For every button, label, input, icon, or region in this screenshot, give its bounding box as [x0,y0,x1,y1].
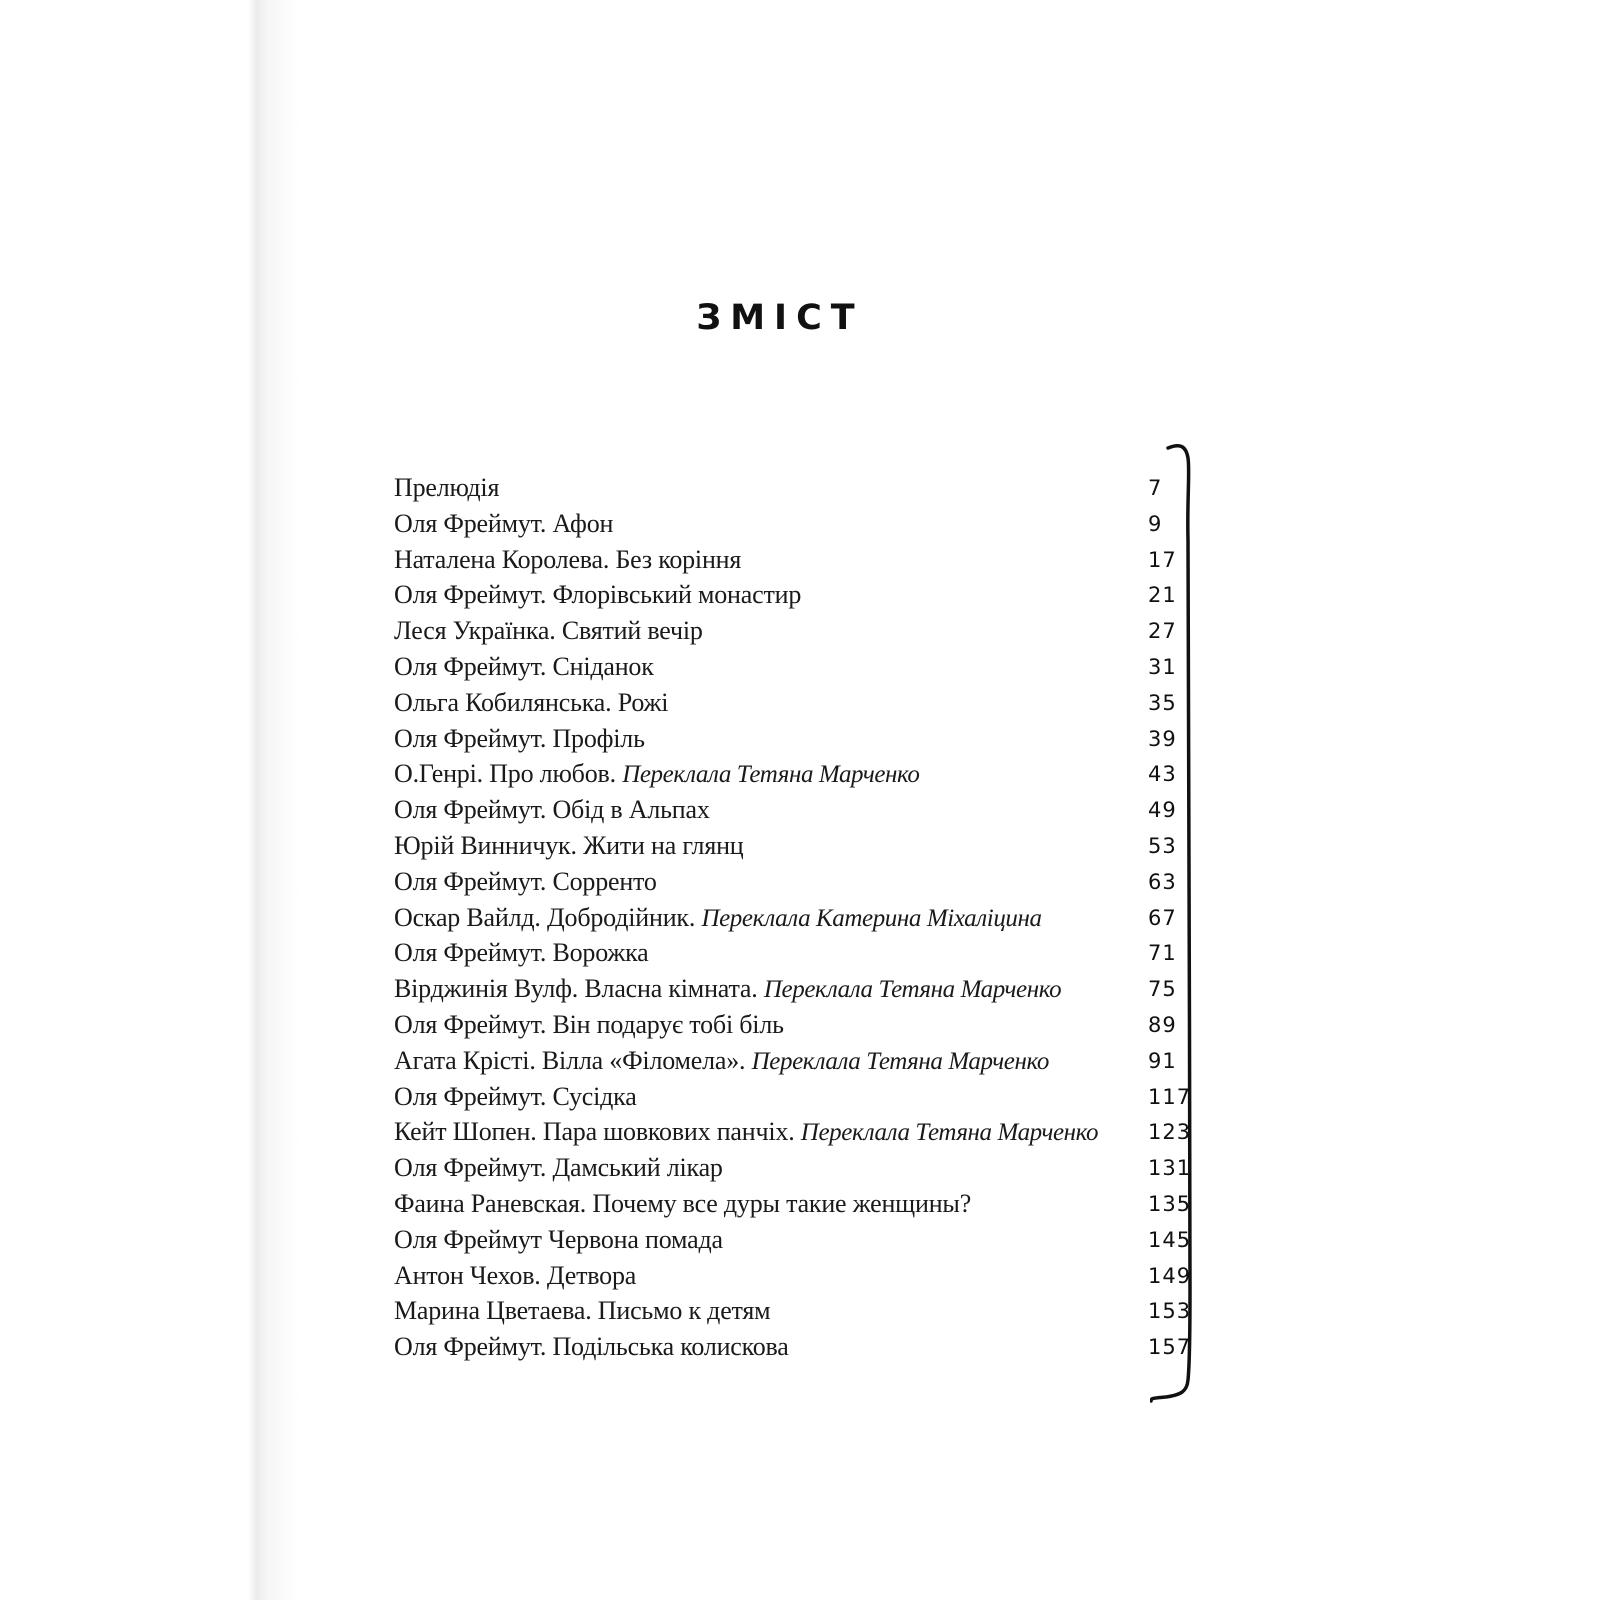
toc-entry-page-number: 157 [1148,1335,1192,1360]
toc-entry [394,721,1204,757]
toc-entry-title: Наталена Королева. Без коріння [394,544,742,574]
toc-entry-page-number: 43 [1148,762,1177,787]
toc-entry [394,649,1204,685]
toc-entry [394,1043,1204,1079]
toc-entry-title: Марина Цветаева. Письмо к детям [394,1296,771,1326]
toc-entry [394,1007,1204,1043]
toc-entry-page-number: 153 [1148,1299,1192,1324]
toc-entry [394,1150,1204,1186]
toc-entry [394,542,1204,578]
toc-entry-page-number: 31 [1148,654,1177,679]
toc-entry-title: Фаина Раневская. Почему все дуры такие женщины? [394,1188,972,1218]
toc-entry-title: Вірджинія Вулф. Власна кімната. [394,974,764,1004]
toc-entry-page-number: 7 [1148,476,1163,500]
toc-entry-translator: Переклала Катерина Міхаліцина [701,904,1042,932]
toc-entry [394,506,1204,542]
toc-entry-page-number: 149 [1148,1263,1192,1288]
toc-entry-page-number: 27 [1148,619,1177,644]
toc-entry-page-number: 75 [1148,977,1177,1002]
toc-entry [394,864,1204,900]
toc-entry [394,828,1204,864]
toc-entry-page-number: 123 [1148,1120,1192,1145]
toc-entry-title: Агата Крісті. Вілла «Філомела». [394,1045,752,1075]
table-of-contents [394,470,1204,1365]
toc-entry-page-number: 135 [1148,1191,1192,1216]
toc-entry-translator: Переклала Тетяна Марченко [800,1119,1099,1147]
toc-entry [394,971,1204,1007]
toc-entry-page-number: 117 [1148,1084,1192,1109]
toc-entry [394,756,1204,792]
toc-entry [394,613,1204,649]
toc-entry-page-number: 17 [1148,547,1177,572]
toc-entry-title: Оля Фреймут. Дамський лікар [394,1153,723,1183]
page-gutter-shadow [0,0,300,1600]
toc-entry [394,577,1204,613]
toc-entry-page-number: 21 [1148,583,1177,608]
toc-entry-page-number: 89 [1148,1012,1177,1037]
toc-entry [394,1258,1204,1294]
toc-entry-title: Оля Фреймут. Обід в Альпах [394,795,710,825]
toc-entry-title: Ольга Кобилянська. Рожі [394,687,669,717]
toc-entry [394,1293,1204,1329]
toc-entry [394,1186,1204,1222]
toc-entry [394,1329,1204,1365]
toc-entry-title: Леся Українка. Святий вечір [394,616,703,646]
toc-entry-page-number: 145 [1148,1227,1192,1252]
toc-entry-title: Оля Фреймут. Флорівський монастир [394,580,802,610]
toc-entry-title: Оля Фреймут. Сусідка [394,1081,637,1111]
toc-entry [394,1079,1204,1115]
toc-entry-page-number: 63 [1148,869,1177,894]
toc-entry [394,685,1204,721]
toc-entry-page-number: 53 [1148,833,1177,858]
toc-entry-translator: Переклала Тетяна Марченко [751,1047,1049,1075]
toc-entry-page-number: 49 [1148,798,1177,823]
toc-entry-title: Оля Фреймут. Він подарує тобі біль [394,1009,784,1039]
toc-entry-title: Оскар Вайлд. Добродійник. [394,902,702,932]
toc-entry-page-number: 71 [1148,941,1177,966]
toc-entry-title: Оля Фреймут. Сорренто [394,866,657,896]
toc-entry [394,935,1204,971]
toc-entry-page-number: 67 [1148,905,1177,930]
toc-entry-title: Оля Фреймут. Ворожка [394,938,649,968]
toc-entry [394,792,1204,828]
right-brace-decoration [1150,440,1230,1410]
toc-entry-title: О.Генрі. Про любов. [394,759,623,789]
toc-entry-title: Кейт Шопен. Пара шовкових панчіх. [394,1117,801,1147]
toc-entry-page-number: 131 [1148,1156,1192,1181]
toc-entry-page-number: 91 [1148,1048,1177,1073]
toc-entry-title: Оля Фреймут. Профіль [394,723,645,753]
toc-entry-title: Оля Фреймут. Сніданок [394,651,654,681]
toc-entry [394,470,1204,506]
toc-entry-title: Оля Фреймут Червона помада [394,1224,723,1254]
toc-entry-title: Юрій Винничук. Жити на глянц [394,830,744,860]
toc-entry-translator: Переклала Тетяна Марченко [622,761,920,789]
toc-entry-page-number: 35 [1148,690,1177,715]
toc-entry [394,900,1204,936]
toc-entry-title: Прелюдія [394,473,500,502]
toc-entry-title: Антон Чехов. Детвора [394,1260,637,1290]
toc-entry [394,1222,1204,1258]
toc-entry-page-number: 39 [1148,726,1177,751]
toc-entry-title: Оля Фреймут. Подільська колискова [394,1332,789,1362]
toc-entry [394,1114,1204,1150]
toc-entry-translator: Переклала Тетяна Марченко [763,976,1062,1004]
toc-entry-title: Оля Фреймут. Афон [394,508,614,538]
toc-entry-page-number: 9 [1148,511,1163,536]
page-title: ЗМІСТ [696,298,864,338]
